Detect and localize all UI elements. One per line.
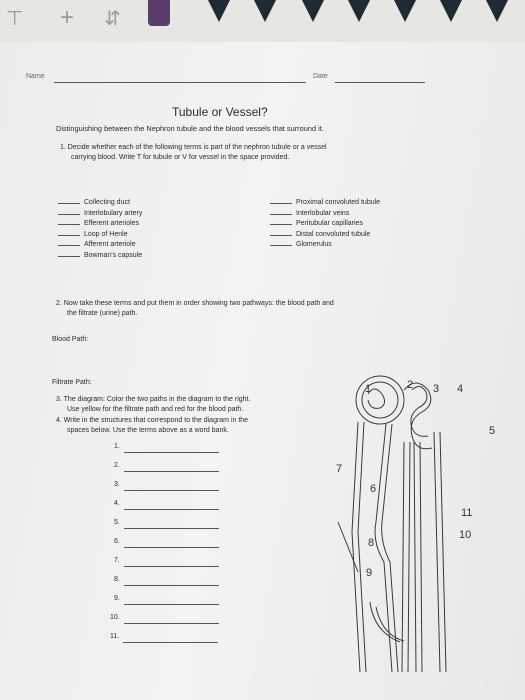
marker-6[interactable] bbox=[438, 0, 464, 22]
marker-1[interactable] bbox=[206, 0, 232, 22]
list-item: Efferent arterioles bbox=[58, 219, 142, 230]
marker-3[interactable] bbox=[300, 0, 326, 22]
list-item: Bowman's capsule bbox=[58, 251, 142, 262]
list-item: Glomerulus bbox=[270, 240, 380, 251]
answer-blank[interactable] bbox=[58, 245, 80, 246]
answer-line[interactable]: 4. bbox=[114, 498, 219, 510]
answer-line[interactable]: 11. bbox=[110, 631, 218, 643]
question-4-line-2: spaces below. Use the terms above as a word bank. bbox=[67, 427, 229, 434]
answer-line[interactable]: 1. bbox=[114, 441, 219, 453]
answer-blank[interactable] bbox=[58, 235, 80, 236]
diagram-label: 6 bbox=[370, 483, 377, 495]
toolbar-strip bbox=[0, 0, 525, 42]
diagram-label: 2 bbox=[407, 379, 414, 391]
name-field[interactable] bbox=[54, 82, 306, 83]
diagram-label: 10 bbox=[459, 529, 472, 541]
question-1-line-1: 1. Decide whether each of the following terms is part of the nephron tubule or a vessel bbox=[60, 144, 327, 151]
marker-7[interactable] bbox=[484, 0, 510, 22]
page-title: Tubule or Vessel? bbox=[172, 105, 268, 119]
marker-4[interactable] bbox=[346, 0, 372, 22]
add-icon[interactable]: + bbox=[60, 4, 75, 31]
answer-blank[interactable] bbox=[58, 256, 80, 257]
answer-blank[interactable] bbox=[270, 224, 292, 225]
marker-5[interactable] bbox=[392, 0, 418, 22]
answer-blank[interactable] bbox=[58, 224, 80, 225]
answer-blank[interactable] bbox=[58, 203, 80, 204]
date-label: Date bbox=[313, 73, 328, 80]
answer-blank[interactable] bbox=[270, 235, 292, 236]
list-item: Interlobulary artery bbox=[58, 209, 142, 220]
question-4-line-1: 4. Write in the structures that correspond to the diagram in the bbox=[56, 417, 249, 424]
left-term-list bbox=[58, 198, 142, 261]
answer-blank[interactable] bbox=[270, 245, 292, 246]
marker-2[interactable] bbox=[252, 0, 278, 22]
list-item: Proximal convoluted tubule bbox=[270, 198, 380, 209]
answer-line[interactable]: 9. bbox=[114, 593, 219, 605]
answer-line[interactable]: 2. bbox=[114, 460, 219, 472]
answer-blank[interactable] bbox=[270, 203, 292, 204]
question-2-line-1: 2. Now take these terms and put them in order showing two pathways: the blood path and bbox=[56, 300, 334, 307]
diagram-label: 4 bbox=[457, 383, 464, 395]
worksheet-page bbox=[0, 42, 525, 700]
toolbar-icon[interactable]: ⊤ bbox=[6, 8, 24, 30]
blood-path-label: Blood Path: bbox=[52, 336, 89, 343]
question-1-line-2: carrying blood. Write T for tubule or V for vessel in the space provided. bbox=[71, 154, 290, 161]
pen-marker[interactable] bbox=[148, 0, 170, 26]
answer-line[interactable]: 7. bbox=[114, 555, 219, 567]
name-label: Name bbox=[26, 73, 45, 80]
list-item: Distal convoluted tubule bbox=[270, 230, 380, 241]
right-term-list bbox=[270, 198, 380, 251]
diagram-label: 11 bbox=[461, 507, 473, 519]
date-field[interactable] bbox=[335, 82, 425, 83]
list-item: Peritubular capillaries bbox=[270, 219, 380, 230]
answer-line[interactable]: 10. bbox=[110, 612, 219, 624]
list-item: Afferent arteriole bbox=[58, 240, 142, 251]
answer-line[interactable]: 8. bbox=[114, 574, 219, 586]
answer-line[interactable]: 3. bbox=[114, 479, 219, 491]
diagram-label: 1 bbox=[365, 383, 372, 395]
diagram-label: 9 bbox=[366, 567, 373, 579]
answer-blank[interactable] bbox=[270, 214, 292, 215]
diagram-label: 3 bbox=[433, 383, 440, 395]
diagram-label: 5 bbox=[489, 425, 496, 437]
question-2-line-2: the filtrate (urine) path. bbox=[67, 310, 138, 317]
page-subtitle: Distinguishing between the Nephron tubule and the blood vessels that surround it. bbox=[56, 124, 324, 133]
list-item: Collecting duct bbox=[58, 198, 142, 209]
question-3-line-2: Use yellow for the filtrate path and red for the blood path. bbox=[67, 406, 244, 413]
answer-blank[interactable] bbox=[58, 214, 80, 215]
list-item: Loop of Henle bbox=[58, 230, 142, 241]
answer-line[interactable]: 6. bbox=[114, 536, 219, 548]
diagram-label: 7 bbox=[336, 463, 343, 475]
move-icon[interactable]: ⇵ bbox=[104, 8, 121, 30]
filtrate-path-label: Filtrate Path: bbox=[52, 379, 92, 386]
answer-line[interactable]: 5. bbox=[114, 517, 219, 529]
list-item: Interlobular veins bbox=[270, 209, 380, 220]
diagram-label: 8 bbox=[368, 537, 375, 549]
question-3-line-1: 3. The diagram: Color the two paths in the diagram to the right. bbox=[56, 396, 251, 403]
